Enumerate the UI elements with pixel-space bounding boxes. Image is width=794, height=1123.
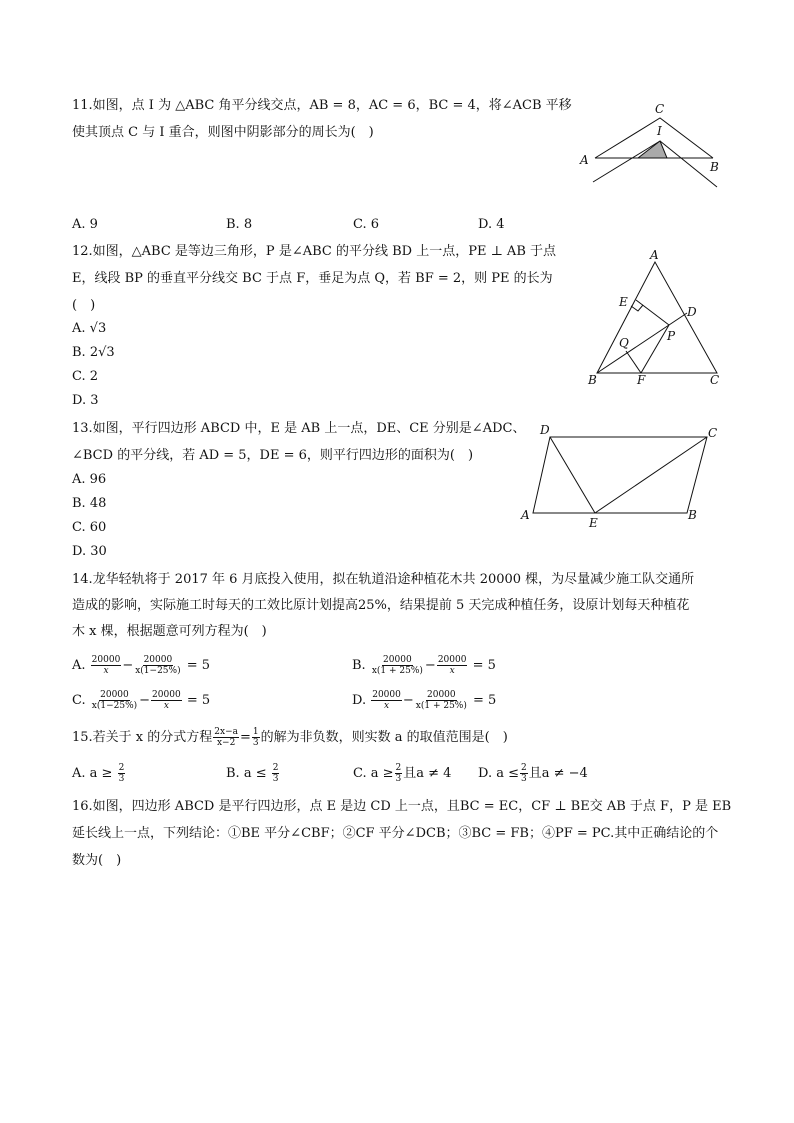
q14-d-frac1-num: 20000	[372, 690, 401, 700]
q15-option-d	[478, 763, 588, 784]
q12-option-a-letter: A.	[72, 321, 86, 336]
q14-option-c: C. $\frac{20000}{x(1-25\%)}$ − $\frac{20000}{x}$ = 5	[72, 690, 211, 711]
q15-eq: =	[240, 730, 251, 745]
q14-a-frac1-den: x	[103, 666, 109, 676]
q14-b-frac2-num: 20000	[437, 655, 467, 665]
q14-stem-line1: 14.龙华轻轨将于 2017 年 6 月底投入使用，拟在轨道沿途种植花木共 20000 棵，为尽量减少施工队交通所	[72, 572, 695, 587]
q11-option-a: A. 9	[72, 217, 98, 232]
q14-stem-line3: 木 x 棵，根据题意可列方程为( )	[72, 624, 267, 639]
q14-d-frac2-num: 20000	[427, 690, 456, 700]
q12-perp-pe	[636, 300, 669, 325]
q12-triangle-abc	[597, 262, 717, 373]
q12-label-p: P	[667, 329, 676, 343]
q14-option-d-letter: D.	[352, 693, 367, 708]
q14-d-frac2-den: x(1 + 25%)	[415, 701, 467, 711]
q11-label-a: A	[580, 153, 589, 167]
q13-parallelogram-abcd	[533, 437, 707, 513]
q14-c-frac2-den: x	[163, 701, 169, 711]
q14-option-a-letter: A.	[72, 658, 86, 673]
q14-c-frac2-num: 20000	[152, 690, 181, 700]
q11-stem-line2: 使其顶点 C 与 I 重合，则图中阴影部分的周长为( )	[72, 125, 374, 140]
q15-option-c	[353, 763, 451, 784]
q12-label-e: E	[619, 295, 628, 309]
q15-d-num: 2	[521, 763, 527, 773]
q15-stem-post: 的解为非负数，则实数 a 的取值范围是( )	[260, 730, 508, 745]
q12-option-b-value: 2√3	[89, 345, 115, 360]
q13-label-a: A	[521, 508, 530, 522]
q15-d-den: 3	[521, 774, 527, 784]
q13-label-b: B	[688, 508, 697, 522]
q14-d-frac1-den: x	[384, 701, 390, 711]
q13-option-a: A. 96	[72, 472, 107, 487]
q15-b-pre: B. a ≤	[226, 766, 267, 781]
q14-b-frac1-num: 20000	[383, 655, 412, 665]
q12-label-f: F	[637, 373, 646, 387]
q15-a-pre: A. a ≥	[72, 766, 113, 781]
q14-option-b: B. $\frac{20000}{x(1 + 25\%)}$ − $\frac{20000}{x}$ = 5	[352, 655, 496, 676]
q15-b-den: 3	[272, 774, 279, 784]
q12-label-d: D	[687, 305, 697, 319]
q15-option-a	[72, 763, 126, 784]
q12-perp-bisector-qf	[626, 351, 641, 373]
q15-stem-pre: 15.若关于 x 的分式方程	[72, 730, 213, 745]
q14-a-frac2-num: 20000	[143, 655, 173, 665]
q11-option-d: D. 4	[478, 217, 505, 232]
q12-figure	[585, 250, 735, 390]
q13-label-d: D	[540, 423, 550, 437]
q15-a-den: 3	[118, 774, 125, 784]
q14-b-rhs: = 5	[472, 658, 496, 673]
q12-option-b-letter: B.	[72, 345, 86, 360]
q12-stem-line2: E，线段 BP 的垂直平分线交 BC 于点 F，垂足为点 Q，若 BF = 2，则 PE 的长为	[72, 271, 553, 286]
q15-stem	[72, 727, 508, 748]
q12-label-c: C	[710, 373, 720, 387]
q12-option-a-value: √3	[89, 321, 107, 336]
q15-option-b	[226, 763, 280, 784]
q11-label-b: B	[710, 160, 719, 174]
q14-c-frac1-num: 20000	[100, 690, 129, 700]
q11-translated-right	[660, 141, 717, 187]
q14-option-a: A. $\frac{20000}{x}$ − $\frac{20000}{x(1-25\%)}$ = 5	[72, 655, 211, 676]
q16-stem-line3: 数为( )	[72, 853, 122, 868]
q15-c-num: 2	[395, 763, 402, 773]
q11-option-c: C. 6	[353, 217, 380, 232]
q15-d-pre: D. a ≤	[478, 766, 519, 781]
q13-label-e: E	[589, 516, 598, 530]
q11-translated-left	[593, 141, 660, 182]
q14-a-rhs: = 5	[186, 658, 211, 673]
q11-label-i: I	[657, 124, 662, 138]
q15-frac1-num: 2x−a	[214, 727, 238, 737]
q12-line-pf	[641, 325, 669, 373]
q12-option-b	[72, 345, 115, 361]
q13-figure	[515, 420, 730, 530]
q11-figure	[575, 100, 735, 195]
q13-option-d: D. 30	[72, 544, 107, 559]
q14-c-frac1-den: x(1−25%)	[91, 701, 138, 711]
q14-option-d: D. $\frac{20000}{x}$ − $\frac{20000}{x(1 + 25\%)}$ = 5	[352, 690, 497, 711]
q15-a-num: 2	[118, 763, 125, 773]
q13-segment-de	[550, 437, 595, 513]
q14-option-c-letter: C.	[72, 693, 86, 708]
q12-option-a	[72, 321, 106, 337]
q13-stem-line1: 13.如图，平行四边形 ABCD 中，E 是 AB 上一点，DE、CE 分别是∠ADC、	[72, 421, 526, 436]
q15-c-post: 且a ≠ 4	[403, 766, 452, 781]
q13-stem-line2: ∠BCD 的平分线，若 AD = 5，DE = 6，则平行四边形的面积为( )	[72, 448, 474, 463]
q14-c-rhs: = 5	[186, 693, 211, 708]
q14-option-b-letter: B.	[352, 658, 366, 673]
q16-stem-line1: 16.如图，四边形 ABCD 是平行四边形，点 E 是边 CD 上一点，且BC = EC，CF ⊥ BE交 AB 于点 F，P 是 EB	[72, 799, 732, 814]
q14-a-frac2-den: x(1−25%)	[135, 666, 181, 676]
q12-option-c: C. 2	[72, 369, 99, 384]
q14-a-frac1-num: 20000	[91, 655, 121, 665]
q11-label-c: C	[655, 102, 665, 116]
q12-bisector-bd	[597, 313, 687, 373]
q15-c-pre: C. a ≥	[353, 766, 394, 781]
q15-frac1-den: x−2	[216, 738, 236, 748]
q15-d-post: 且a ≠ −4	[528, 766, 588, 781]
q12-option-d: D. 3	[72, 393, 99, 408]
q12-right-angle-mark	[631, 305, 643, 311]
q11-stem-line1: 11.如图，点 I 为 △ABC 角平分线交点，AB = 8，AC = 6，BC = 4，将∠ACB 平移	[72, 98, 572, 113]
q12-label-a: A	[650, 248, 659, 262]
q12-stem-line3: ( )	[72, 298, 96, 313]
q14-d-rhs: = 5	[473, 693, 497, 708]
q14-b-frac2-den: x	[449, 666, 455, 676]
q14-stem-line2: 造成的影响，实际施工时每天的工效比原计划提高25%，结果提前 5 天完成种植任务，设原计划每天种植花	[72, 598, 690, 613]
q15-frac2-num: 1	[252, 727, 259, 737]
q12-stem-line1: 12.如图，△ABC 是等边三角形，P 是∠ABC 的平分线 BD 上一点，PE ⊥ AB 于点	[72, 244, 557, 259]
q11-option-b: B. 8	[226, 217, 253, 232]
q16-stem-line2: 延长线上一点，下列结论：①BE 平分∠CBF；②CF 平分∠DCB；③BC = FB；④PF = PC.其中正确结论的个	[72, 826, 719, 841]
q13-label-c: C	[708, 426, 718, 440]
q12-label-q: Q	[619, 336, 629, 350]
q15-b-num: 2	[272, 763, 279, 773]
q12-label-b: B	[588, 373, 597, 387]
q15-frac2-den: 3	[252, 738, 259, 748]
q13-option-c: C. 60	[72, 520, 107, 535]
q14-b-frac1-den: x(1 + 25%)	[371, 666, 423, 676]
q15-c-den: 3	[395, 774, 402, 784]
q13-option-b: B. 48	[72, 496, 107, 511]
